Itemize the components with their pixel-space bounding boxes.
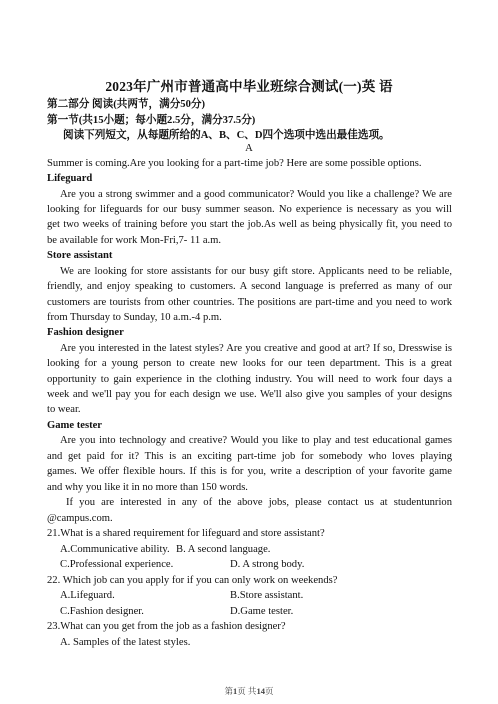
job-text-line: customers are tourists from other countries. The positions are part-time and you need to work — [47, 297, 452, 308]
question-22-option-c: C.Fashion designer. — [60, 606, 144, 617]
job-text-line: looking for a young person to create new looks for our teen department. This is a great — [47, 358, 452, 369]
job-text-line: and why you like it in no more than 150 words. — [47, 482, 248, 493]
exam-title: 2023年广州市普通高中毕业班综合测试(一)英 语 — [105, 79, 393, 94]
question-22-stem: 22. Which job can you apply for if you can only work on weekends? — [47, 575, 338, 586]
job-text-line: looking for lifeguards for our busy summer season. No experience is necessary as you will — [47, 204, 452, 215]
page-footer — [0, 685, 498, 697]
question-22-option-a: A.Lifeguard. — [60, 590, 115, 601]
job-heading-fashion-designer: Fashion designer — [47, 327, 124, 338]
footer-mid: 页 共 — [237, 686, 257, 696]
footer-page-total: 14 — [256, 686, 265, 696]
question-21-option-a: A.Communicative ability. — [60, 544, 170, 555]
job-text-line: week and we'll pay you for each design we use. We'll also give you samples of your designs — [47, 389, 452, 400]
job-text-line: to wear. — [47, 404, 81, 415]
contact-text: If you are interested in any of the above jobs, please contact us at studentunrion — [66, 497, 452, 508]
footer-prefix: 第 — [224, 686, 234, 696]
job-text-line: be available for work Mon-Fri,7- 11 a.m. — [47, 235, 222, 246]
job-text-line: Are you interested in the latest styles? Are you creative and good at art? If so, Dresswise is — [60, 343, 452, 354]
job-text-line: Are you into technology and creative? Would you like to play and test educational games — [60, 435, 452, 446]
job-text-line: from Thursday to Sunday, 10 a.m.-4 p.m. — [47, 312, 222, 323]
job-text-line: and get paid for it? This is an exciting part-time job for somebody who loves playing — [47, 451, 452, 462]
instruction: 阅读下列短文，从每题所给的A、B、C、D四个选项中选出最佳选项。 — [63, 130, 390, 141]
question-21-option-b: B. A second language. — [176, 544, 271, 555]
job-heading-game-tester: Game tester — [47, 420, 102, 431]
footer-suffix: 页 — [264, 686, 274, 696]
job-text-line: games. We offer flexible hours. If this is for you, write a description of your favorite game — [47, 466, 452, 477]
question-23-option-a: A. Samples of the latest styles. — [60, 637, 191, 648]
question-21-option-c: C.Professional experience. — [60, 559, 174, 570]
job-heading-lifeguard: Lifeguard — [47, 173, 93, 184]
question-21-stem: 21.What is a shared requirement for lifeguard and store assistant? — [47, 528, 325, 539]
job-text-line: get two weeks of training before you start the job.As well as being physically fit, you need to — [47, 219, 452, 230]
job-text-line: Are you a strong swimmer and a good communicator? Would you like a challenge? We are — [60, 189, 452, 200]
contact-email: @campus.com. — [47, 513, 113, 524]
job-heading-store-assistant: Store assistant — [47, 250, 113, 261]
intro-text: Summer is coming.Are you looking for a part-time job? Here are some possible options. — [47, 158, 422, 169]
part-heading: 第二部分 阅读(共两节，满分50分) — [47, 99, 206, 110]
job-text-line: friendly, and enjoy speaking to customers. A second language is preferred as many of our — [47, 281, 452, 292]
question-22-option-d: D.Game tester. — [230, 606, 294, 617]
question-22-option-b: B.Store assistant. — [230, 590, 304, 601]
question-23-stem: 23.What can you get from the job as a fashion designer? — [47, 621, 286, 632]
question-21-option-d: D. A strong body. — [230, 559, 305, 570]
section-heading: 第一节(共15小题；每小题2.5分，满分37.5分) — [47, 115, 256, 126]
footer-page-number: 1 — [233, 686, 238, 696]
job-text-line: We are looking for store assistants for our busy gift store. Applicants need to be reliable, — [60, 266, 452, 277]
job-text-line: opportunity to gain experience in the clothing industry. You will need to work four days a — [47, 374, 452, 385]
passage-letter: A — [245, 143, 253, 154]
